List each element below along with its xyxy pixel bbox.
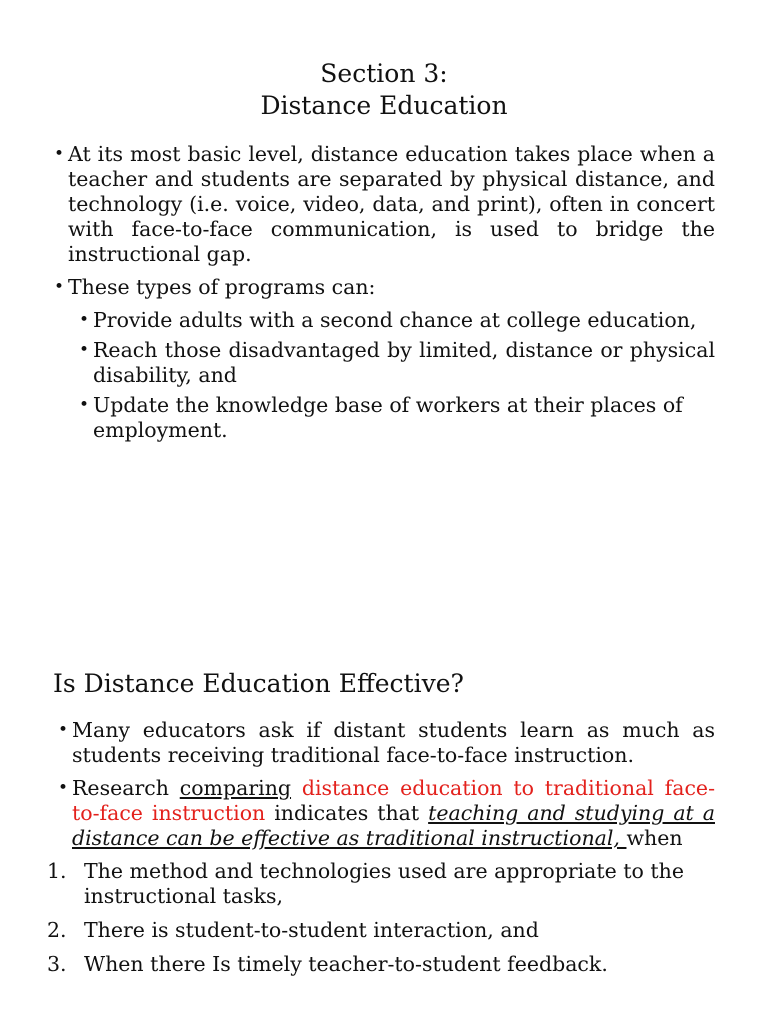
space-text	[291, 776, 302, 800]
bullet-item	[58, 718, 715, 768]
underlined-word-comparing: comparing	[179, 776, 292, 800]
bullet-item	[54, 275, 715, 300]
title-line-1: Section 3:	[320, 59, 448, 88]
sub-bullet-text: Update the knowledge base of workers at their places of employment.	[93, 393, 683, 442]
bullet-icon: •	[79, 395, 90, 415]
bullet-text: At its most basic level, distance education takes place when a teacher and students are separated by physical distance, and technology (i.e. voice, video, data, and print), often in concert with face-to-face communication, is used to bridge the instructional gap.	[68, 142, 715, 266]
sub-bullet-item	[79, 338, 715, 388]
title-line-2: Distance Education	[260, 91, 508, 120]
numbered-item-2	[47, 918, 715, 943]
numbered-item-1	[47, 859, 715, 909]
bullet-text: Many educators ask if distant students learn as much as students receiving traditional face-to-face instruction.	[72, 718, 715, 767]
bullet-icon: •	[58, 720, 69, 740]
highlighted-red-text: distance education to traditional face-to-face instruction	[72, 776, 715, 825]
numbered-item-3	[47, 952, 715, 977]
numbered-text: When there Is timely teacher-to-student feedback.	[84, 952, 608, 976]
bullet-text: These types of programs can:	[68, 275, 376, 299]
item-number: 3.	[47, 952, 67, 976]
sub-bullet-text: Reach those disadvantaged by limited, distance or physical disability, and	[93, 338, 715, 387]
item-number: 2.	[47, 918, 67, 942]
bullet-icon: •	[54, 277, 65, 297]
sub-bullet-item	[79, 308, 715, 333]
bullet-icon: •	[54, 144, 65, 164]
numbered-text: There is student-to-student interaction, and	[84, 918, 539, 942]
bullet-item	[54, 142, 715, 267]
bullet-icon: •	[79, 310, 90, 330]
when-text: when	[626, 826, 683, 850]
italic-underlined-text: teaching and studying at a distance can be effective as traditional instructional,	[72, 801, 715, 850]
bullet-item	[58, 776, 715, 851]
sub-bullet-item	[79, 393, 715, 443]
numbered-text: The method and technologies used are appropriate to the instructional tasks,	[84, 859, 684, 908]
sub-bullet-text: Provide adults with a second chance at college education,	[93, 308, 697, 332]
section-title	[0, 58, 768, 122]
research-text: Research	[72, 776, 180, 800]
effectiveness-body	[47, 718, 715, 986]
bullet-icon: •	[58, 778, 69, 798]
effectiveness-heading: Is Distance Education Effective?	[53, 669, 464, 698]
bullet-icon: •	[79, 340, 90, 360]
plain-text: indicates that	[265, 801, 429, 825]
section-3-body	[54, 142, 715, 448]
item-number: 1.	[47, 859, 67, 883]
